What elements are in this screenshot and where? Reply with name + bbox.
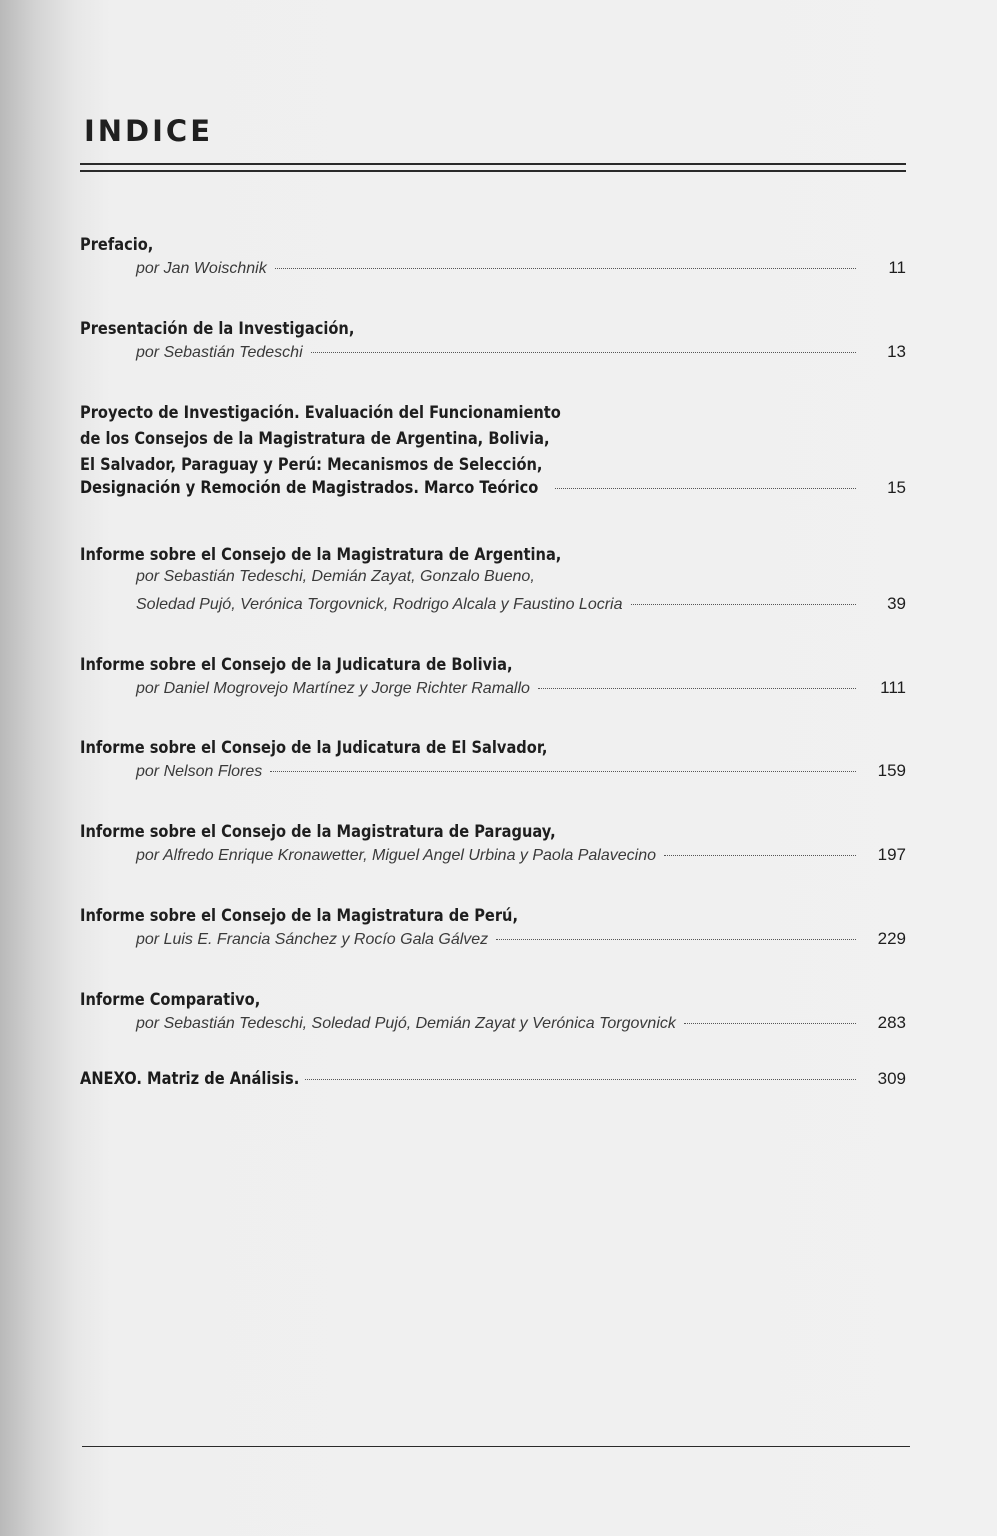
entry-heading: El Salvador, Paraguay y Perú: Mecanismos de Selección, bbox=[80, 455, 543, 475]
dot-leader bbox=[311, 352, 856, 353]
entry-heading: Informe sobre el Consejo de la Judicatura de Bolivia, bbox=[80, 655, 513, 675]
dot-leader bbox=[684, 1023, 856, 1024]
footer-rule bbox=[82, 1446, 910, 1447]
page-number: 309 bbox=[877, 1069, 906, 1088]
page-number: 283 bbox=[877, 1013, 906, 1032]
entry-author: por Jan Woischnik bbox=[136, 260, 267, 277]
entry-author: por Daniel Mogrovejo Martínez y Jorge Richter Ramallo bbox=[136, 680, 530, 697]
dot-leader bbox=[555, 488, 856, 489]
page-number: 197 bbox=[877, 845, 906, 864]
page-number: 15 bbox=[887, 478, 906, 497]
toc-entry[interactable] bbox=[80, 735, 906, 787]
entry-heading: Designación y Remoción de Magistrados. Marco Teórico bbox=[80, 478, 539, 498]
entry-author: por Alfredo Enrique Kronawetter, Miguel Angel Urbina y Paola Palavecino bbox=[136, 847, 656, 864]
entry-heading: Presentación de la Investigación, bbox=[80, 319, 355, 339]
entry-author: por Sebastián Tedeschi, Demián Zayat, Gonzalo Bueno, bbox=[136, 568, 535, 585]
entry-heading: Informe Comparativo, bbox=[80, 990, 261, 1010]
page-number: 13 bbox=[887, 342, 906, 361]
page-title: INDICE bbox=[84, 114, 214, 148]
entry-heading: Informe sobre el Consejo de la Magistratura de Argentina, bbox=[80, 545, 562, 565]
page-number: 11 bbox=[888, 258, 906, 277]
page-number: 229 bbox=[877, 929, 906, 948]
entry-heading: ANEXO. Matriz de Análisis. bbox=[80, 1069, 300, 1089]
dot-leader bbox=[496, 939, 856, 940]
toc-entry[interactable] bbox=[80, 316, 906, 368]
toc-entry[interactable] bbox=[80, 903, 906, 955]
dot-leader bbox=[664, 855, 856, 856]
entry-author: por Sebastián Tedeschi bbox=[136, 344, 303, 361]
entry-heading: Informe sobre el Consejo de la Magistratura de Paraguay, bbox=[80, 822, 556, 842]
toc-entry[interactable] bbox=[80, 819, 906, 871]
entry-heading: Informe sobre el Consejo de la Judicatura de El Salvador, bbox=[80, 738, 548, 758]
toc-entry[interactable] bbox=[80, 232, 906, 284]
toc-entry[interactable] bbox=[80, 542, 906, 620]
page-number: 159 bbox=[877, 761, 906, 780]
entry-heading: Proyecto de Investigación. Evaluación del Funcionamiento bbox=[80, 403, 561, 423]
dot-leader bbox=[305, 1079, 856, 1080]
title-rule-upper bbox=[80, 163, 906, 165]
toc-entry[interactable] bbox=[80, 987, 906, 1039]
toc-entry[interactable] bbox=[80, 400, 906, 504]
toc-entry[interactable] bbox=[80, 652, 906, 704]
dot-leader bbox=[275, 268, 856, 269]
toc-entry[interactable] bbox=[80, 1069, 906, 1095]
entry-heading: Informe sobre el Consejo de la Magistratura de Perú, bbox=[80, 906, 519, 926]
entry-author: Soledad Pujó, Verónica Torgovnick, Rodrigo Alcala y Faustino Locria bbox=[136, 596, 623, 613]
dot-leader bbox=[538, 688, 856, 689]
entry-author: por Luis E. Francia Sánchez y Rocío Gala Gálvez bbox=[136, 931, 489, 948]
entry-heading: de los Consejos de la Magistratura de Argentina, Bolivia, bbox=[80, 429, 550, 449]
page-number: 39 bbox=[887, 594, 906, 613]
entry-author: por Sebastián Tedeschi, Soledad Pujó, Demián Zayat y Verónica Torgovnick bbox=[136, 1015, 676, 1032]
title-rule-lower bbox=[80, 170, 906, 172]
dot-leader bbox=[270, 771, 856, 772]
page-number: 111 bbox=[880, 678, 906, 697]
entry-author: por Nelson Flores bbox=[136, 763, 263, 780]
entry-heading: Prefacio, bbox=[80, 235, 154, 255]
dot-leader bbox=[631, 604, 857, 605]
